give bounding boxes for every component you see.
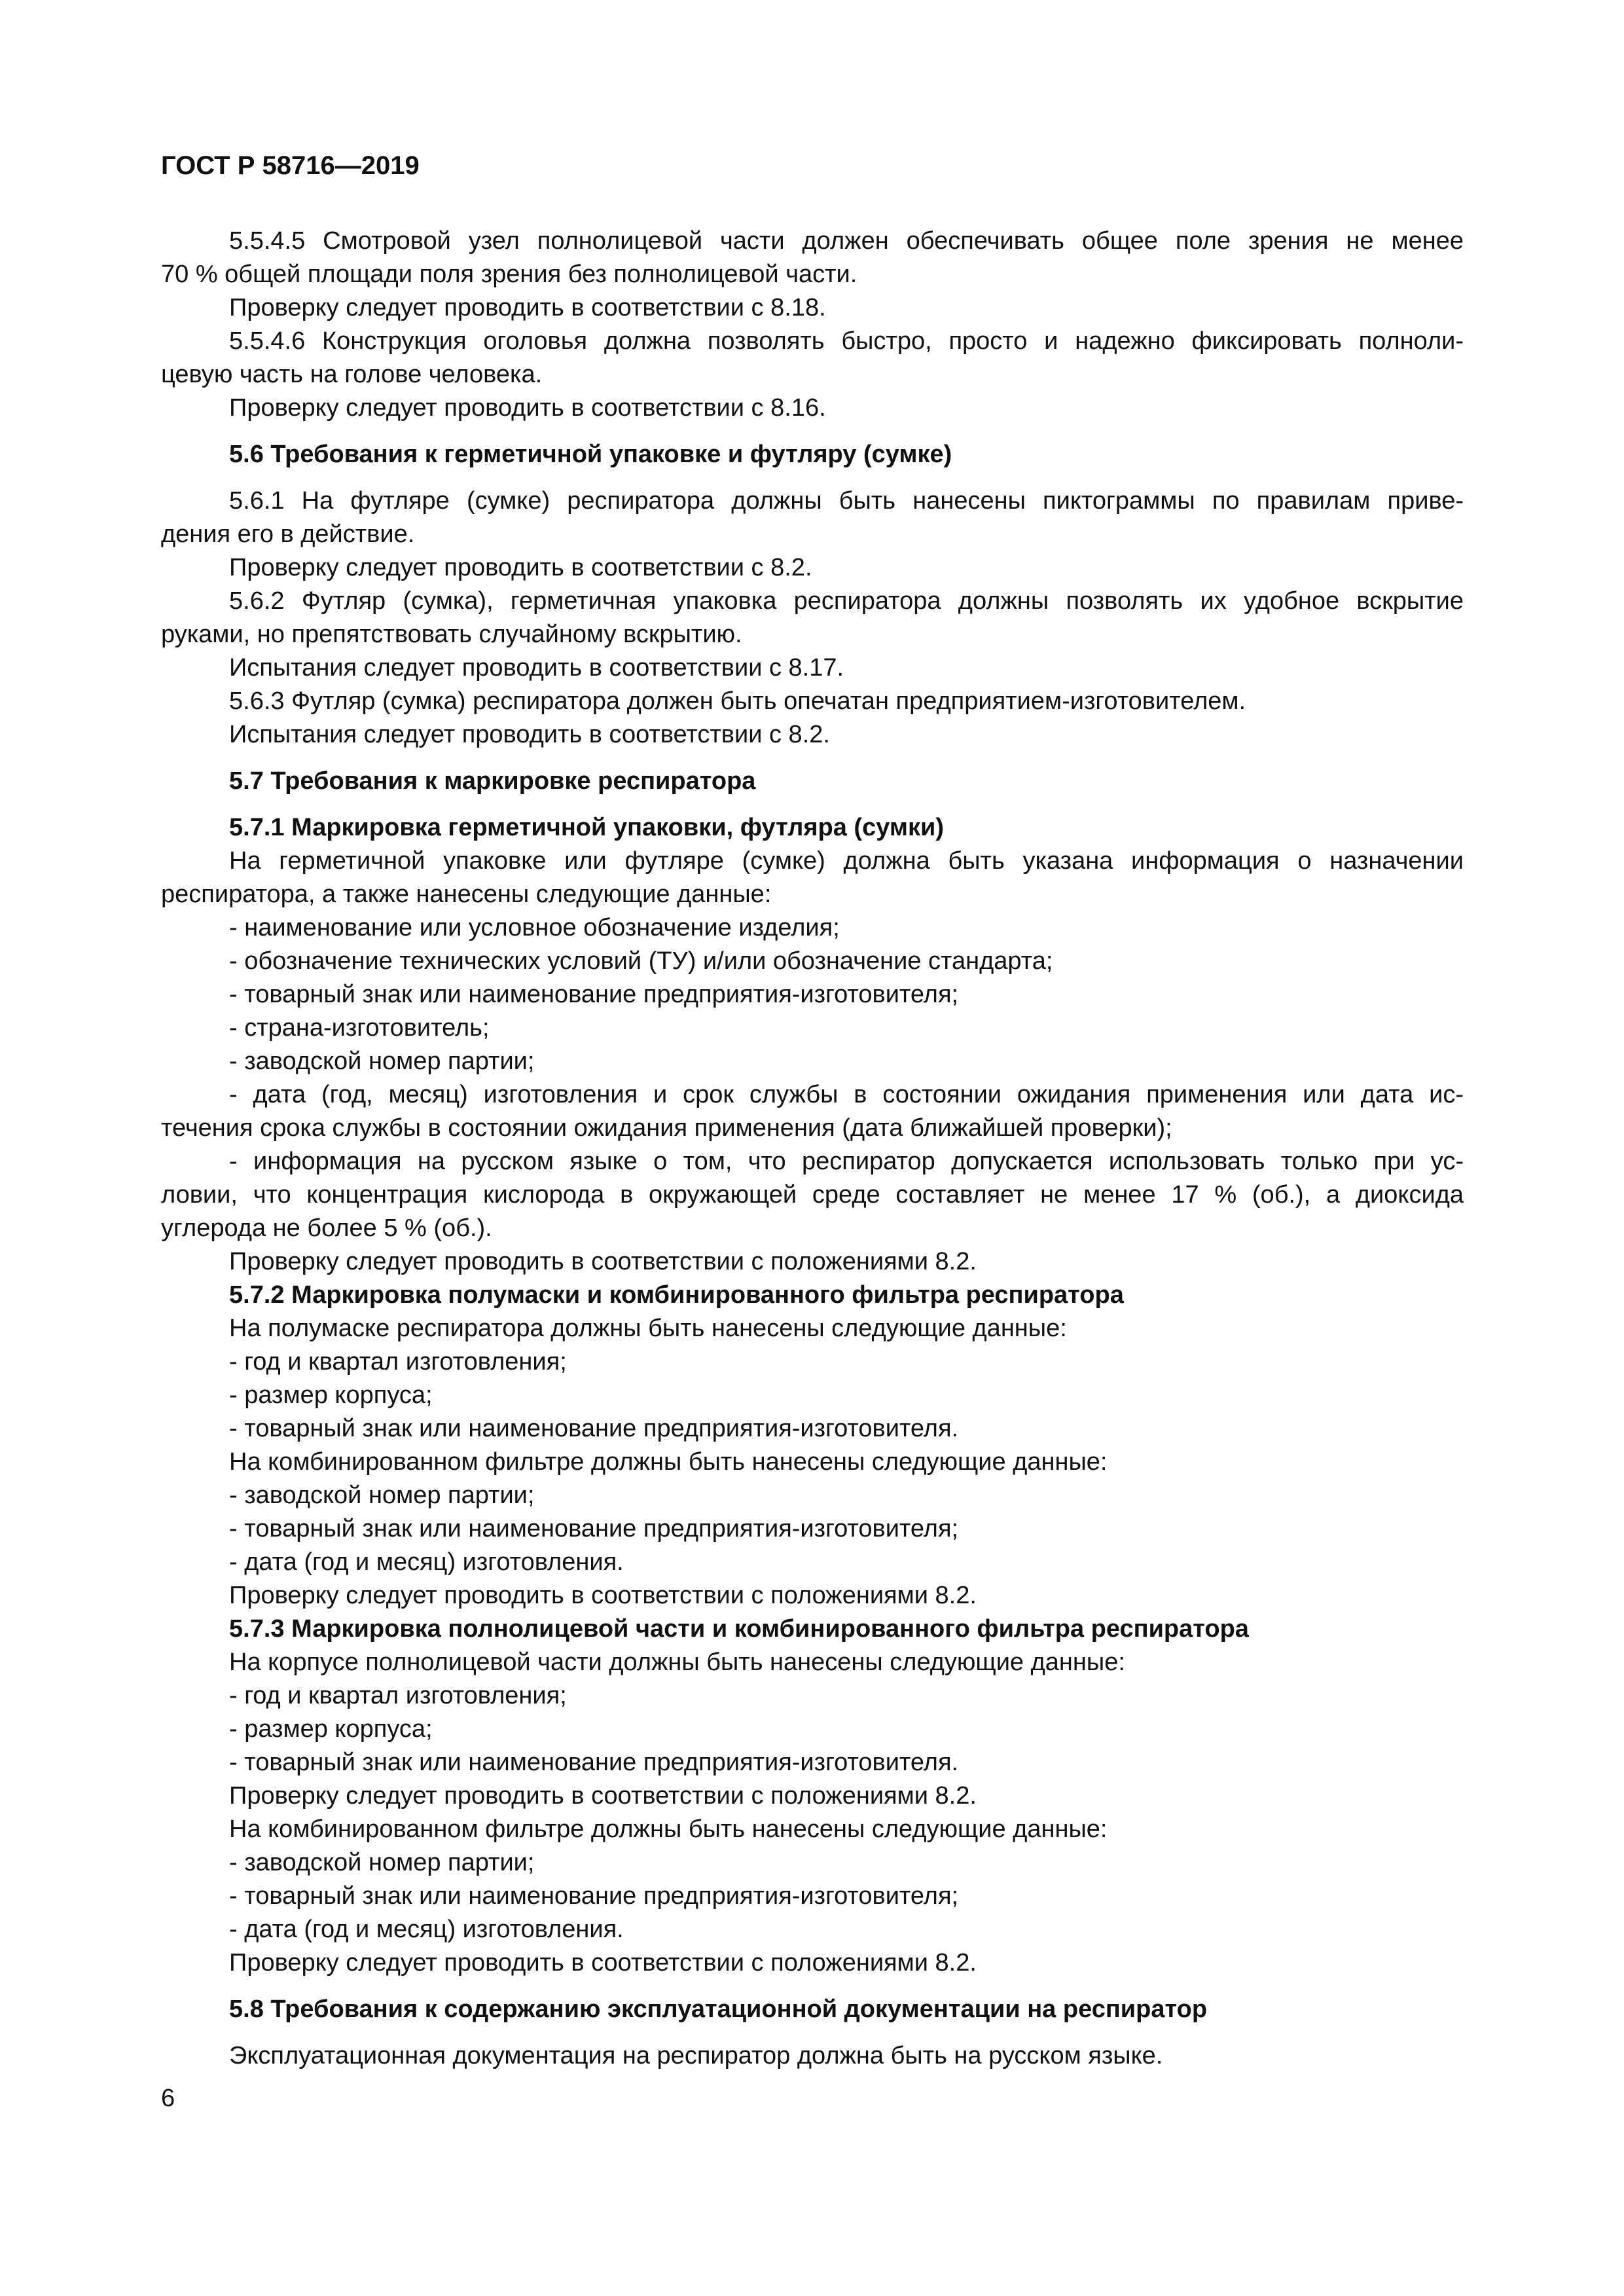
text-line: дения его в действие.: [161, 520, 415, 548]
text-line: На корпусе полнолицевой части должны быть нанесены следующие данные:: [229, 1649, 1125, 1676]
paragraph-5-7-3: [161, 1646, 1464, 1980]
text-line: ловии, что концентрация кислорода в окружающей среде составляет не менее 17 % (об.), а диоксида: [161, 1181, 1464, 1209]
list-item: - заводской номер партии;: [229, 1482, 535, 1509]
document-code: ГОСТ Р 58716—2019: [161, 151, 420, 180]
list-item: - товарный знак или наименование предприятия-изготовителя;: [229, 981, 959, 1008]
text-line: Проверку следует проводить в соответствии с 8.18.: [229, 294, 826, 321]
section-heading-5-6: 5.6 Требования к герметичной упаковке и футляру (сумке): [229, 441, 952, 468]
text-line: Проверку следует проводить в соответствии с положениями 8.2.: [229, 1782, 977, 1810]
paragraph-5-5-4-6: [161, 325, 1464, 425]
text-line: течения срока службы в состоянии ожидания применения (дата ближайшей проверки);: [161, 1114, 1172, 1142]
list-item: - дата (год и месяц) изготовления.: [229, 1916, 624, 1943]
list-item: - наименование или условное обозначение изделия;: [229, 914, 840, 941]
text-line: углерода не более 5 % (об.).: [161, 1214, 492, 1242]
text-line: 5.5.4.6 Конструкция оголовья должна позволять быстро, просто и надежно фиксировать полноли-: [229, 327, 1464, 355]
list-item: - год и квартал изготовления;: [229, 1348, 567, 1376]
list-item: - размер корпуса;: [229, 1715, 433, 1743]
paragraph-5-5-4-5: [161, 225, 1464, 325]
subsection-heading-5-7-3: 5.7.3 Маркировка полнолицевой части и комбинированного фильтра респиратора: [229, 1615, 1249, 1643]
text-line: Эксплуатационная документация на респиратор должна быть на русском языке.: [229, 2042, 1163, 2069]
text-line: 5.6.1 На футляре (сумке) респиратора должны быть нанесены пиктограммы по правилам приве-: [229, 487, 1464, 515]
text-line: На комбинированном фильтре должны быть нанесены следующие данные:: [229, 1448, 1108, 1476]
text-line: Проверку следует проводить в соответствии с положениями 8.2.: [229, 1582, 977, 1609]
list-item: - заводской номер партии;: [229, 1048, 535, 1075]
subsection-heading-5-7-2: 5.7.2 Маркировка полумаски и комбинированного фильтра респиратора: [229, 1281, 1124, 1309]
text-line: 5.5.4.5 Смотровой узел полнолицевой части должен обеспечивать общее поле зрения не менее: [229, 227, 1464, 255]
text-line: Испытания следует проводить в соответствии с 8.2.: [229, 721, 830, 748]
text-line: руками, но препятствовать случайному вскрытию.: [161, 621, 742, 648]
text-line: 5.6.2 Футляр (сумка), герметичная упаковка респиратора должны позволять их удобное вскрытие: [229, 587, 1464, 615]
text-line: респиратора, а также нанесены следующие данные:: [161, 881, 772, 908]
list-item: - товарный знак или наименование предприятия-изготовителя;: [229, 1515, 959, 1542]
subsection-heading-5-7-1: 5.7.1 Маркировка герметичной упаковки, футляра (сумки): [229, 814, 944, 841]
list-item: - страна-изготовитель;: [229, 1014, 490, 1042]
section-heading-5-7: 5.7 Требования к маркировке респиратора: [229, 767, 756, 795]
text-line: На комбинированном фильтре должны быть нанесены следующие данные:: [229, 1815, 1108, 1843]
text-line: 70 % общей площади поля зрения без полнолицевой части.: [161, 261, 857, 288]
list-item: - товарный знак или наименование предприятия-изготовителя.: [229, 1415, 959, 1442]
text-line: Проверку следует проводить в соответствии с 8.16.: [229, 394, 826, 422]
section-heading-5-8: 5.8 Требования к содержанию эксплуатационной документации на респиратор: [229, 1995, 1208, 2023]
list-item: - товарный знак или наименование предприятия-изготовителя;: [229, 1882, 959, 1910]
list-item: - год и квартал изготовления;: [229, 1682, 567, 1709]
list-item: - товарный знак или наименование предприятия-изготовителя.: [229, 1749, 959, 1776]
list-item: - дата (год и месяц) изготовления.: [229, 1548, 624, 1576]
page-number: 6: [161, 2085, 175, 2112]
list-item: - размер корпуса;: [229, 1381, 433, 1409]
text-line: Проверку следует проводить в соответствии с 8.2.: [229, 554, 812, 581]
document-body: [161, 225, 1464, 2073]
paragraph-5-7-2: [161, 1312, 1464, 1613]
paragraph-5-7-1: [161, 845, 1464, 1279]
text-line: Испытания следует проводить в соответствии с 8.17.: [229, 654, 844, 682]
list-item: - дата (год, месяц) изготовления и срок службы в состоянии ожидания применения или дата ис-: [229, 1081, 1464, 1108]
text-line: Проверку следует проводить в соответствии с положениями 8.2.: [229, 1949, 977, 1977]
text-line: цевую часть на голове человека.: [161, 361, 543, 388]
text-line: Проверку следует проводить в соответствии с положениями 8.2.: [229, 1248, 977, 1275]
paragraph-5-6: [161, 484, 1464, 752]
list-item: - обозначение технических условий (ТУ) и/или обозначение стандарта;: [229, 947, 1053, 975]
list-item: - заводской номер партии;: [229, 1849, 535, 1876]
text-line: 5.6.3 Футляр (сумка) респиратора должен быть опечатан предприятием-изготовителем.: [229, 687, 1246, 715]
text-line: На полумаске респиратора должны быть нанесены следующие данные:: [229, 1315, 1067, 1342]
text-line: На герметичной упаковке или футляре (сумке) должна быть указана информация о назначении: [229, 847, 1464, 875]
list-item: - информация на русском языке о том, что респиратор допускается использовать только при ус-: [229, 1148, 1464, 1175]
